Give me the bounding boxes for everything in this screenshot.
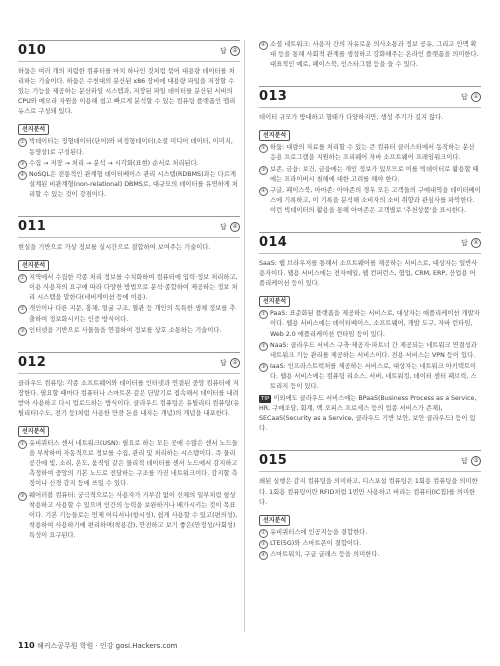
question-number: 011 bbox=[18, 218, 47, 234]
answer-value: ④ bbox=[230, 222, 240, 232]
option-number: ② bbox=[18, 305, 27, 314]
question-block bbox=[259, 450, 481, 560]
option-text: NaaS: 클라우드 서비스 구축·제공자·파트너 간 제공되는 네트워크 연결성과 네트워크 기능 관리를 제공하는 서비스이다. 전용 서비스는 VPN 등이 있다. bbox=[270, 341, 477, 359]
question-block bbox=[259, 40, 481, 70]
option-text: PaaS: 표준화된 플랫폼을 제공하는 서비스로, 대상자는 애플리케이션 개발자이다. 웹용 서비스에는 데이터베이스, 소프트웨어, 개발 도구, 자바 런타임, Web 2.0 애플리케이션 런타임 등이 있다. bbox=[270, 310, 480, 338]
option-text: 유비쿼터스에 인공지능을 결합한다. bbox=[270, 528, 368, 536]
option-number: ① bbox=[259, 310, 268, 319]
page-number: 110 bbox=[18, 641, 35, 650]
explanation-text: 쇄된 실행은 감지 컴퓨팅을 의미하고, 디스포설 컴퓨팅은 1회용 컴퓨팅을 의미한다. 1회용 컴퓨팅이란 RFID처럼 1번만 사용하고 버리는 컴퓨터(IC칩)를 의미한다. bbox=[259, 478, 478, 506]
option-number: ① bbox=[18, 138, 27, 147]
answer-mark bbox=[461, 92, 481, 102]
answer-mark bbox=[220, 222, 240, 232]
answer-value: ② bbox=[230, 358, 240, 368]
question-block bbox=[18, 40, 240, 200]
page-footer bbox=[18, 641, 177, 651]
option-analysis-label: 선지분석 bbox=[18, 124, 49, 135]
question-header bbox=[259, 450, 481, 472]
explanation-text: SaaS: 웹 브라우저를 통해서 소프트웨어를 제공하는 서비스로, 대상자는 일반사용자이다. 웹용 서비스에는 전자메일, 웹 컨퍼런스, 협업, CRM, ERP, 산업용 어플리케이션 등이 있다. bbox=[259, 260, 478, 288]
answer-mark bbox=[461, 456, 481, 466]
option-text: 개인이나 다른 지문, 홍채, 얼굴 구조, 혈관 등 개인의 독특한 생체 정보를 추출하여 정보화시키는 인증 방식이다. bbox=[29, 305, 236, 323]
question-header bbox=[259, 232, 481, 254]
option-analysis-label: 선지분석 bbox=[259, 130, 290, 141]
option-item bbox=[259, 309, 481, 339]
question-block bbox=[259, 86, 481, 216]
option-list bbox=[259, 309, 481, 392]
question-header bbox=[259, 86, 481, 108]
answer-value: ① bbox=[471, 92, 481, 102]
option-number: ② bbox=[259, 342, 268, 351]
answer-label: 답 bbox=[220, 358, 229, 367]
option-text: 하둡: 대량의 자료를 처리할 수 있는 큰 컴퓨터 클러스터에서 동작하는 분산 응용 프로그램을 지원하는 프리웨어 자바 소프트웨어 프레임워크이다. bbox=[270, 144, 475, 162]
option-number: ② bbox=[259, 540, 268, 549]
question-block bbox=[18, 216, 240, 336]
option-text: 유비쿼터스 센서 네트워크(USN): 필요로 하는 모든 곳에 수많은 센서 노드들을 부착하여 자동적으로 정보를 수집, 관리 및 처리하는 시스템이다. 즉 물리 공간에 빛, 소리, 온도, 움직임 같은 물리적 데이터를 센서 노드에서 감지하고 측정하여 중앙의 기본 노드로 전달하는 구조를 가진 네트워크이다. 감지할 측정이나 신경 감지 등에 쓰일 수 있다. bbox=[29, 440, 238, 488]
option-analysis-label: 선지분석 bbox=[259, 296, 290, 307]
option-text: 인터넷을 기반으로 사물들을 연결하여 정보를 상호 소통하는 기술이다. bbox=[29, 326, 222, 334]
option-item bbox=[18, 170, 240, 200]
question-block bbox=[259, 232, 481, 434]
option-item bbox=[18, 137, 240, 157]
question-block bbox=[18, 352, 240, 541]
option-item bbox=[259, 362, 481, 392]
option-list bbox=[259, 143, 481, 216]
question-header bbox=[18, 40, 240, 62]
option-number: ④ bbox=[259, 551, 268, 560]
answer-label: 답 bbox=[461, 238, 470, 247]
option-item bbox=[259, 186, 481, 216]
option-item bbox=[18, 159, 240, 169]
question-header bbox=[18, 216, 240, 238]
column-divider bbox=[244, 40, 245, 632]
option-number: ④ bbox=[18, 171, 27, 180]
answer-label: 답 bbox=[461, 93, 470, 102]
answer-value: ③ bbox=[471, 456, 481, 466]
option-item bbox=[259, 341, 481, 361]
option-text: 소셜 네트워크: 사용자 간의 자유로운 의사소통과 정보 공유, 그리고 인맥 확대 등을 통해 사회적 관계를 생성하고 강화해주는 온라인 플랫폼을 의미한다. 대표적인 예로, 페이스북, 인스타그램 등을 들 수 있다. bbox=[270, 41, 479, 69]
option-list bbox=[259, 528, 481, 560]
option-number: ④ bbox=[259, 187, 268, 196]
explanation-text: 하둡은 여러 개의 저렴한 컴퓨터를 마치 하나인 것처럼 묶어 대용량 데이터를 처리하는 기술이다. 하둡은 수천대의 분산된 x86 장비에 대용량 파일을 저장할 수 있는 기능을 제공하는 분산파일 시스템과, 저장된 파일 데이터를 분산된 서버의 CPU와 메모리 자원을 이용해 쉽고 빠르게 분석할 수 있는 컴퓨팅 플랫폼인 맵리듀스로 구성돼 있다. bbox=[18, 68, 236, 116]
question-number: 012 bbox=[18, 354, 47, 370]
option-list bbox=[18, 439, 240, 541]
option-text: 수집 → 저장 → 처리 → 분석 → 시각화(표현) 순서로 처리된다. bbox=[29, 159, 199, 167]
option-number: ③ bbox=[259, 363, 268, 372]
answer-mark bbox=[461, 238, 481, 248]
option-text: 구글, 페이스북, 아마존: 아마존의 경우 모든 고객들의 구매내역을 데이터베이스에 기록하고, 이 기록을 분석해 소비자의 소비 취향과 관심사를 파악한다. 이런 빅데이터의 활용을 통해 아마존은 고객별로 '추천상품'을 표시한다. bbox=[270, 186, 481, 214]
option-text: 보존, 금융: 보건, 금융에는 개인 정보가 있으므로 이를 빅데이터로 활용할 때에는 프라이버시 침해에 대한 고려를 해야 한다. bbox=[270, 165, 479, 183]
option-text: 빅데이터는 정형데이터(단어)와 비정형데이터(소셜 미디어 데이터, 이미지, 동영상)로 구성된다. bbox=[29, 138, 233, 156]
option-list bbox=[18, 273, 240, 336]
question-number: 010 bbox=[18, 42, 47, 58]
option-item bbox=[18, 273, 240, 303]
option-text: NoSQL은 전통적인 관계형 데이터베이스 관리 시스템(RDBMS)과는 다르게 설계된 비관계형(non-relational) DBMS로, 대규모의 데이터를 유연하게 처리할 수 있는 것이 강점이다. bbox=[29, 170, 238, 198]
answer-label: 답 bbox=[461, 457, 470, 466]
explanation-text: 데이터 규모가 방대하고 형태가 다양하지만, 생성 주기가 길지 않다. bbox=[259, 114, 444, 122]
option-text: IaaS: 인프라스트럭처를 제공하는 서비스로, 대상자는 네트워크 아키텍트이다. 웹용 서비스에는 컴퓨팅 리소스, 서버, 네트워킹, 데이터 센터 패브릭, 스토리지 등이 있다. bbox=[270, 362, 477, 390]
answer-label: 답 bbox=[220, 222, 229, 231]
option-number: ④ bbox=[259, 41, 268, 50]
option-number: ② bbox=[259, 144, 268, 153]
option-number: ③ bbox=[259, 166, 268, 175]
footer-text: 해커스공무원 학원 · 인강 gosi.Hackers.com bbox=[36, 642, 178, 650]
option-number: ① bbox=[18, 440, 27, 449]
option-item bbox=[18, 326, 240, 336]
tip-note bbox=[259, 394, 481, 434]
option-item bbox=[259, 40, 481, 70]
option-text: 스마트워치, 구글 글래스 등을 의미한다. bbox=[270, 550, 380, 558]
option-text: LTE(5G)와 스마트폰이 결합이다. bbox=[270, 539, 362, 547]
question-number: 013 bbox=[259, 89, 288, 105]
answer-value: ② bbox=[230, 46, 240, 56]
question-number: 014 bbox=[259, 234, 288, 250]
option-number: ③ bbox=[18, 492, 27, 501]
option-list bbox=[18, 137, 240, 200]
answer-value: ④ bbox=[471, 238, 481, 248]
option-number: ① bbox=[18, 274, 27, 283]
option-number: ③ bbox=[18, 327, 27, 336]
explanation-text: 현실을 기반으로 가상 정보를 실시간으로 결합하여 보여주는 기술이다. bbox=[18, 244, 211, 252]
option-item bbox=[18, 491, 240, 541]
option-text: 지역에서 수집한 각종 처리 정보를 수치화하여 컴퓨터에 입력·정보 처리하고, 이용 사용자의 요구에 따라 다양한 방법으로 분석·종합하여 제공하는 정보 처리 시스템을 말한다(네비게이션 등에 이용). bbox=[29, 274, 238, 302]
option-item bbox=[259, 528, 481, 538]
explanation-text: 클라우드 컴퓨팅: 각종 소프트웨어와 데이터를 인터넷과 연결된 중앙 컴퓨터에 저장한다. 필요할 때마다 컴퓨터나 스마트폰 같은 단말기로 접속해서 데이터를 내려 받아 사용하고 다시 업로드하는 방식이다. 클라우드 컴퓨팅은 유틸리티 컴퓨팅(유틸리티(수도, 전기 등)처럼 사용한 만큼 돈을 내자는 개념)의 개념을 내포한다. bbox=[18, 379, 240, 417]
right-column bbox=[259, 40, 481, 576]
option-item bbox=[259, 539, 481, 549]
option-item bbox=[18, 439, 240, 489]
answer-label: 답 bbox=[220, 46, 229, 55]
option-analysis-label: 선지분석 bbox=[18, 260, 49, 271]
option-number: ③ bbox=[18, 160, 27, 169]
option-item bbox=[259, 550, 481, 560]
answer-mark bbox=[220, 358, 240, 368]
option-item bbox=[259, 143, 481, 163]
option-item bbox=[18, 304, 240, 324]
answer-mark bbox=[220, 46, 240, 56]
option-item bbox=[259, 165, 481, 185]
option-text: 웨어러블 컴퓨터: 궁극적으로는 사용자가 거부감 없이 신체의 일부처럼 항상 착용하고 사용할 수 있으며 인간의 능력을 보완하거나 배가시키는 것이 목표이다. 기본 기능들로는 언제 어디서나(항시성), 쉽게 사용할 수 있고(편의성), 착용하여 사용하기에 편리하며(착용감), 안전하고 보기 좋은(안정성/사회성) 특성이 요구된다. bbox=[29, 491, 238, 539]
tip-label: TIP bbox=[261, 396, 270, 403]
option-analysis-label: 선지분석 bbox=[259, 515, 290, 526]
question-header bbox=[18, 352, 240, 374]
question-number: 015 bbox=[259, 453, 288, 469]
option-analysis-label: 선지분석 bbox=[18, 426, 49, 437]
left-column bbox=[18, 40, 240, 557]
option-list bbox=[259, 40, 481, 70]
option-number: ① bbox=[259, 529, 268, 538]
tip-text: 이외에도 클라우드 서비스에는 BPaaS(Business Process as a Service, HR, 구매조달, 회계, 백 오피스 프로세스 등의 업종 서비스가 존재), SECaaS(Security as a Service, 클라우드 기반 보안, 보안 클라우드) 등이 있다. bbox=[259, 395, 477, 433]
